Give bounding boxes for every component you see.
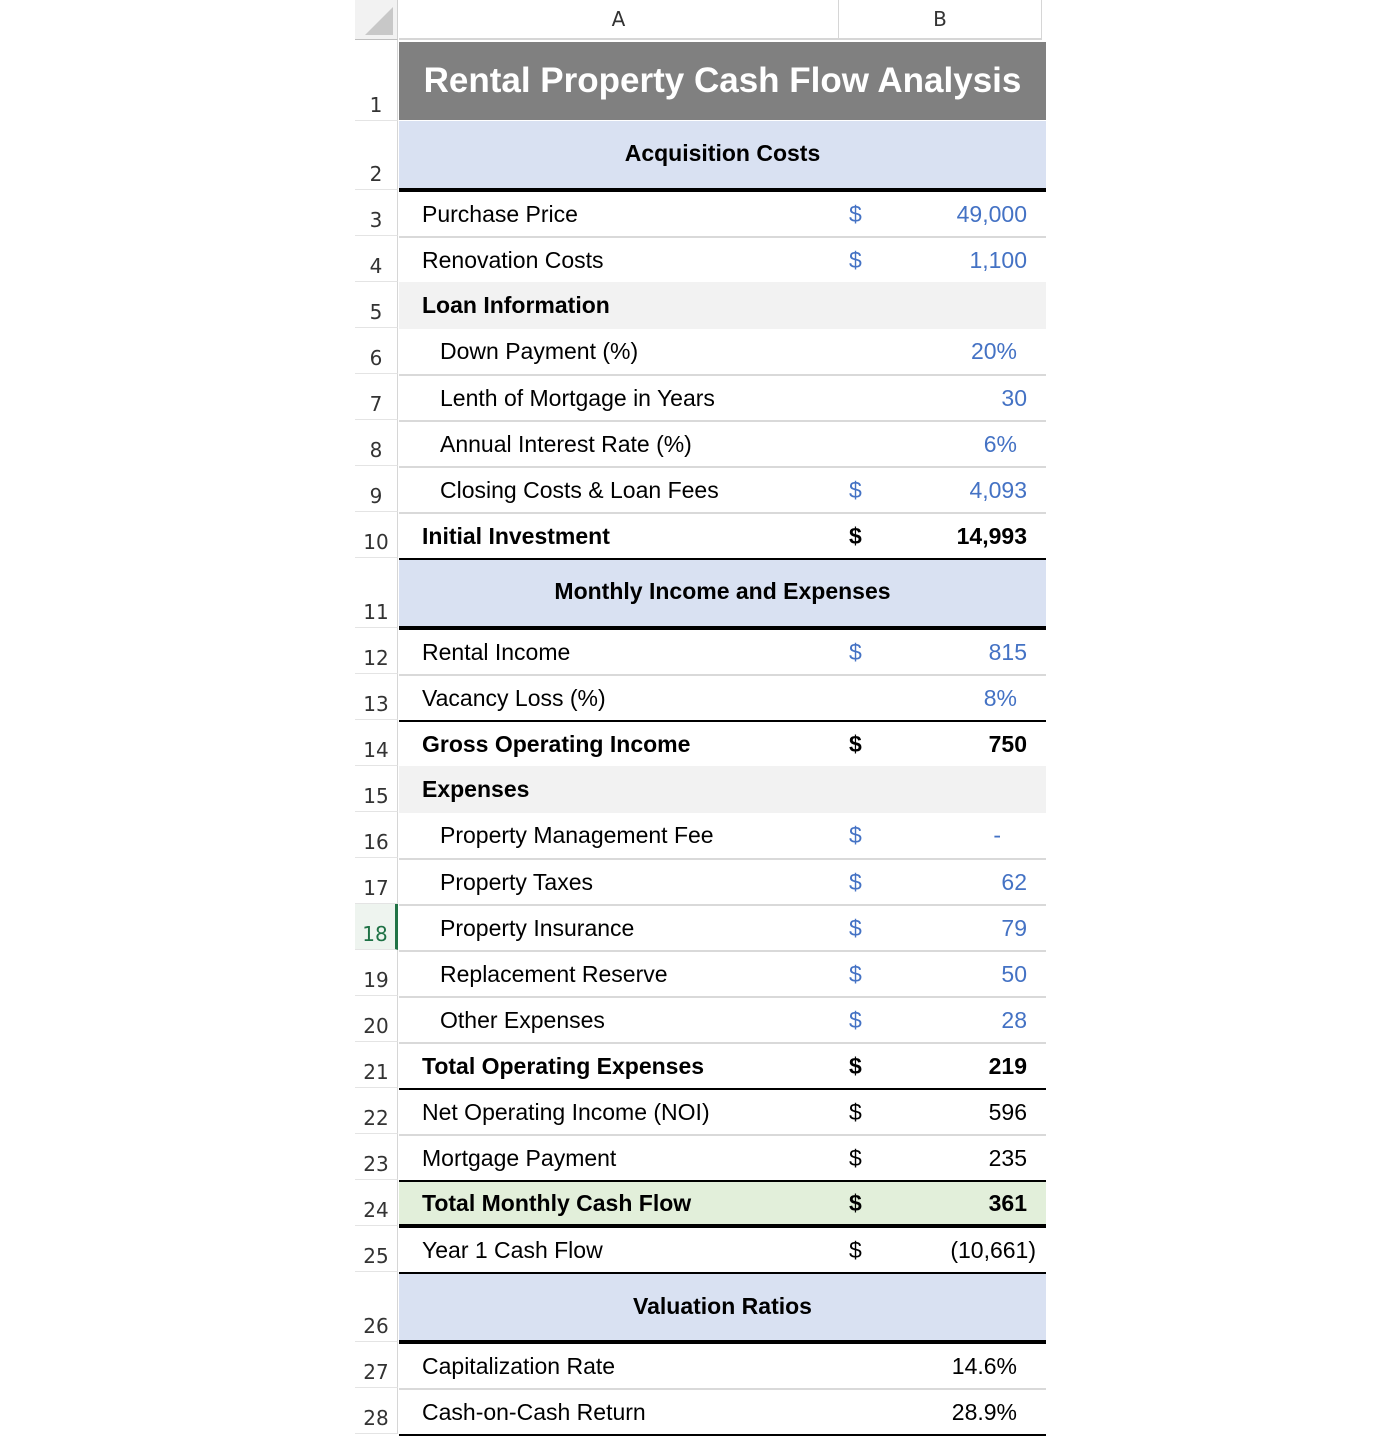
label-vacancy-loss: Vacancy Loss (%) — [422, 684, 606, 711]
dollar-sign: $ — [849, 1236, 862, 1263]
row-header-21[interactable]: 21 — [355, 1042, 398, 1088]
row-gross-operating-income[interactable] — [399, 722, 1046, 766]
row-header-2[interactable]: 2 — [355, 121, 398, 190]
label-cash-on-cash: Cash-on-Cash Return — [422, 1398, 646, 1425]
row-renovation-costs[interactable] — [399, 238, 1046, 282]
row-cap-rate[interactable] — [399, 1344, 1046, 1390]
row-header-5[interactable]: 5 — [355, 282, 398, 328]
row-vacancy-loss[interactable] — [399, 676, 1046, 722]
row-header-8[interactable]: 8 — [355, 420, 398, 466]
label-mortgage-payment: Mortgage Payment — [422, 1144, 617, 1171]
value-total-operating-expenses[interactable]: 219 — [988, 1052, 1027, 1079]
dollar-sign: $ — [849, 1144, 862, 1171]
value-mortgage-length[interactable]: 30 — [1001, 384, 1027, 411]
row-header-13[interactable]: 13 — [355, 674, 398, 720]
dollar-sign: $ — [849, 1098, 862, 1125]
row-header-12[interactable]: 12 — [355, 628, 398, 674]
value-total-monthly-cash-flow[interactable]: 361 — [988, 1189, 1027, 1216]
dollar-sign: $ — [849, 1052, 862, 1079]
value-property-taxes[interactable]: 62 — [1001, 868, 1027, 895]
label-rental-income: Rental Income — [422, 638, 571, 665]
row-header-26[interactable]: 26 — [355, 1272, 398, 1342]
row-closing-costs[interactable] — [399, 468, 1046, 514]
dollar-sign: $ — [849, 914, 862, 941]
label-total-operating-expenses: Total Operating Expenses — [422, 1052, 705, 1079]
dollar-sign: $ — [849, 200, 862, 227]
row-cash-on-cash[interactable] — [399, 1390, 1046, 1436]
row-header-10[interactable]: 10 — [355, 512, 398, 558]
row-header-18[interactable]: 18 — [355, 904, 398, 950]
row-header-19[interactable]: 19 — [355, 950, 398, 996]
dollar-sign: $ — [849, 730, 862, 757]
row-header-23[interactable]: 23 — [355, 1134, 398, 1180]
row-header-16[interactable]: 16 — [355, 812, 398, 858]
row-header-17[interactable]: 17 — [355, 858, 398, 904]
row-purchase-price[interactable] — [399, 192, 1046, 238]
value-down-payment[interactable]: 20% — [970, 338, 1017, 364]
dollar-sign: $ — [849, 822, 862, 848]
row-initial-investment[interactable] — [399, 514, 1046, 560]
label-renovation-costs: Renovation Costs — [422, 246, 604, 273]
value-other-expenses[interactable]: 28 — [1001, 1006, 1027, 1033]
value-year1-cash-flow[interactable]: (10,661) — [950, 1236, 1036, 1263]
value-purchase-price[interactable]: 49,000 — [956, 200, 1027, 227]
label-expenses: Expenses — [422, 776, 530, 802]
row-header-25[interactable]: 25 — [355, 1226, 398, 1272]
dollar-sign: $ — [849, 960, 862, 987]
value-gross-operating-income[interactable]: 750 — [988, 730, 1027, 757]
row-header-14[interactable]: 14 — [355, 720, 398, 766]
label-management-fee: Property Management Fee — [440, 822, 714, 848]
row-property-insurance[interactable] — [399, 906, 1046, 952]
row-replacement-reserve[interactable] — [399, 952, 1046, 998]
row-total-operating-expenses[interactable] — [399, 1044, 1046, 1090]
select-all-icon — [365, 7, 393, 35]
label-property-insurance: Property Insurance — [440, 914, 635, 941]
row-header-24[interactable]: 24 — [355, 1180, 398, 1226]
label-other-expenses: Other Expenses — [440, 1006, 605, 1033]
dollar-sign: $ — [849, 522, 862, 549]
value-initial-investment[interactable]: 14,993 — [956, 522, 1027, 549]
row-header-1[interactable]: 1 — [355, 40, 398, 121]
row-header-7[interactable]: 7 — [355, 374, 398, 420]
row-header-28[interactable]: 28 — [355, 1388, 398, 1434]
row-header-9[interactable]: 9 — [355, 466, 398, 512]
label-cap-rate: Capitalization Rate — [422, 1352, 616, 1379]
value-management-fee[interactable]: - — [993, 822, 1001, 848]
value-cash-on-cash[interactable]: 28.9% — [951, 1398, 1017, 1425]
dollar-sign: $ — [849, 638, 862, 665]
label-replacement-reserve: Replacement Reserve — [440, 960, 668, 987]
select-all-button[interactable] — [355, 0, 398, 40]
row-header-27[interactable]: 27 — [355, 1342, 398, 1388]
row-mortgage-length[interactable] — [399, 376, 1046, 422]
row-total-monthly-cash-flow[interactable] — [399, 1182, 1046, 1228]
row-management-fee[interactable] — [399, 813, 1046, 860]
row-header-6[interactable]: 6 — [355, 328, 398, 374]
label-gross-operating-income: Gross Operating Income — [422, 730, 691, 757]
section-valuation-ratios[interactable]: Valuation Ratios — [399, 1274, 1046, 1344]
row-year1-cash-flow[interactable] — [399, 1228, 1046, 1274]
label-interest-rate: Annual Interest Rate (%) — [440, 430, 692, 457]
row-property-taxes[interactable] — [399, 860, 1046, 906]
label-purchase-price: Purchase Price — [422, 200, 578, 227]
label-down-payment: Down Payment (%) — [440, 338, 639, 364]
dollar-sign: $ — [849, 868, 862, 895]
value-noi[interactable]: 596 — [988, 1098, 1027, 1125]
column-header-a[interactable]: A — [399, 0, 839, 40]
row-header-20[interactable]: 20 — [355, 996, 398, 1042]
row-loan-information[interactable] — [399, 282, 1046, 329]
section-acquisition-costs[interactable]: Acquisition Costs — [399, 121, 1046, 192]
row-expenses-header[interactable] — [399, 766, 1046, 813]
value-rental-income[interactable]: 815 — [988, 638, 1027, 665]
label-loan-information: Loan Information — [422, 292, 610, 318]
dollar-sign: $ — [849, 476, 862, 503]
value-interest-rate[interactable]: 6% — [983, 430, 1017, 457]
label-total-monthly-cash-flow: Total Monthly Cash Flow — [422, 1189, 692, 1216]
value-vacancy-loss[interactable]: 8% — [983, 684, 1017, 711]
dollar-sign: $ — [849, 1189, 862, 1216]
row-header-3[interactable]: 3 — [355, 190, 398, 236]
value-closing-costs[interactable]: 4,093 — [969, 476, 1027, 503]
row-rental-income[interactable] — [399, 630, 1046, 676]
label-property-taxes: Property Taxes — [440, 868, 593, 895]
value-property-insurance[interactable]: 79 — [1001, 914, 1027, 941]
row-header-4[interactable]: 4 — [355, 236, 398, 282]
value-mortgage-payment[interactable]: 235 — [988, 1144, 1027, 1171]
row-interest-rate[interactable] — [399, 422, 1046, 468]
dollar-sign: $ — [849, 1006, 862, 1033]
row-other-expenses[interactable] — [399, 998, 1046, 1044]
section-monthly-income-expenses[interactable]: Monthly Income and Expenses — [399, 560, 1046, 630]
row-header-11[interactable]: 11 — [355, 558, 398, 628]
value-replacement-reserve[interactable]: 50 — [1001, 960, 1027, 987]
label-year1-cash-flow: Year 1 Cash Flow — [422, 1236, 603, 1263]
dollar-sign: $ — [849, 246, 862, 273]
row-header-22[interactable]: 22 — [355, 1088, 398, 1134]
label-noi: Net Operating Income (NOI) — [422, 1098, 710, 1125]
row-down-payment[interactable] — [399, 329, 1046, 376]
title-cell[interactable]: Rental Property Cash Flow Analysis — [399, 42, 1046, 120]
row-header-15[interactable]: 15 — [355, 766, 398, 812]
label-closing-costs: Closing Costs & Loan Fees — [440, 476, 719, 503]
value-cap-rate[interactable]: 14.6% — [951, 1352, 1017, 1379]
label-mortgage-length: Lenth of Mortgage in Years — [440, 384, 715, 411]
label-initial-investment: Initial Investment — [422, 522, 610, 549]
row-noi[interactable] — [399, 1090, 1046, 1136]
value-renovation-costs[interactable]: 1,100 — [969, 246, 1027, 273]
column-header-b[interactable]: B — [839, 0, 1042, 40]
row-mortgage-payment[interactable] — [399, 1136, 1046, 1182]
